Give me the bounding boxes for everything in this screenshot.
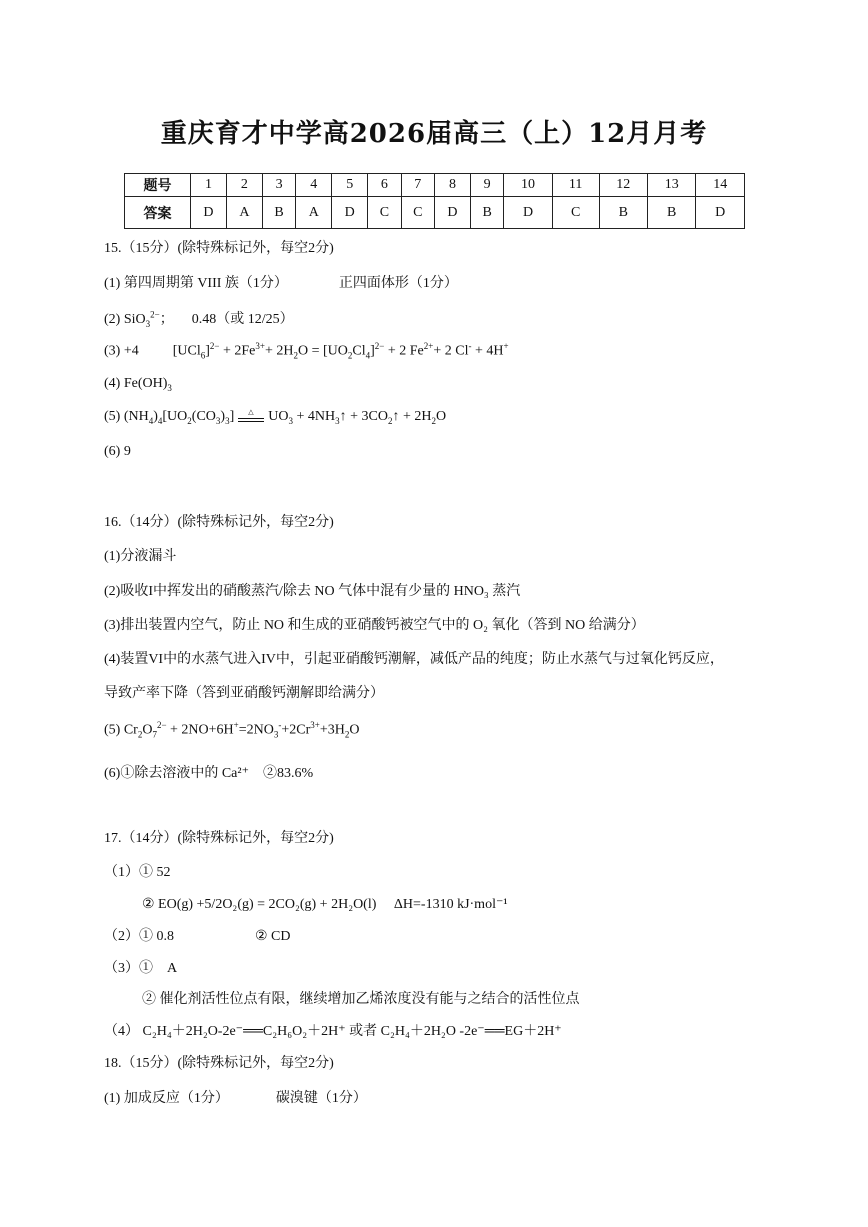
q17-part3-a: （3）① A (104, 961, 178, 976)
heat-condition-icon: △ (238, 410, 264, 424)
q15-part1-b: 正四面体形（1分） (338, 276, 458, 291)
row-label-number: 题号 (125, 174, 191, 197)
question-number-cell: 6 (368, 174, 401, 197)
q17-part1-b: ② EO(g) +5/2O₂(g) = 2CO₂(g) + 2H₂O(l) ΔH=-1310 kJ·mol⁻¹ (142, 897, 508, 912)
question-number-cell: 1 (191, 174, 227, 197)
q17-part4: （4） C₂H₄＋2H₂O-2e⁻══C₂H₆O₂＋2H⁺ 或者 C₂H₄＋2H₂O -2e⁻══EG＋2H⁺ (104, 1024, 562, 1039)
answer-cell: D (696, 197, 745, 229)
q16-part5: (5) $Cr_2O_7^{2-} + 2NO+6H^+=2NO_3^-+2Cr^{3+}+3H_2O$ (104, 720, 360, 740)
q15-part5: (5) $(NH_4)_4[UO_2(CO_3)_3]$ △ $UO_3$ + $4NH_3↑$ + $3CO_2↑ + 2H_2O$ (104, 407, 447, 426)
q16-part4-line1: (4)装置VI中的水蒸气进入IV中，引起亚硝酸钙潮解，减低产品的纯度；防止水蒸气与过氧化钙反应， (104, 652, 724, 667)
question-number-cell: 11 (552, 174, 599, 197)
q15-part4: (4) $Fe(OH)_3$ (104, 376, 172, 393)
question-number-cell: 4 (296, 174, 332, 197)
question-number-row (125, 174, 745, 197)
q15-part4-text: (4) Fe(OH) (104, 376, 168, 391)
answer-table (124, 173, 745, 229)
answer-cell: B (470, 197, 503, 229)
question-number-cell: 10 (504, 174, 552, 197)
q15-part1-a: (1) 第四周期第 VIII 族（1分） (104, 276, 288, 291)
q15-part6: (6) 9 (104, 444, 131, 459)
q15-part1 (104, 272, 458, 292)
answer-cell: B (648, 197, 696, 229)
q16-header: 16.（14分）(除特殊标记外，每空2分) (104, 515, 334, 530)
question-number-cell: 13 (648, 174, 696, 197)
q15-part3: (3) +4 $[UCl_6]^{2-} + 2Fe^{3+}+ 2H_2O = [UO_2Cl_4]^{2-} + 2$ $Fe^{2+}+ 2$ Cl- + 4H+ (104, 341, 509, 361)
q16-part4-line2: 导致产率下降（答到亚硝酸钙潮解即给满分） (104, 686, 384, 701)
question-number-cell: 2 (226, 174, 262, 197)
q17-part1-a: （1）① 52 (104, 865, 171, 880)
answer-cell: D (504, 197, 552, 229)
answer-cell: C (401, 197, 434, 229)
answer-cell: C (368, 197, 401, 229)
q18-part1-a: (1) 加成反应（1分） (104, 1091, 229, 1106)
answer-row (125, 197, 745, 229)
q15-part2: (2) SiO$_3^{2-}$； 0.48（或 12/25） (104, 309, 294, 329)
q16-part6: (6)①除去溶液中的 Ca²⁺ ②83.6% (104, 766, 314, 781)
q16-part3: (3)排出装置内空气，防止 NO 和生成的亚硝酸钙被空气中的 O₂ 氧化（答到 NO 给满分） (104, 618, 645, 633)
answer-cell: A (296, 197, 332, 229)
q17-part2-b: ② CD (255, 929, 291, 944)
question-number-cell: 5 (332, 174, 368, 197)
question-number-cell: 7 (401, 174, 434, 197)
question-number-cell: 9 (470, 174, 503, 197)
q17-header: 17.（14分）(除特殊标记外，每空2分) (104, 831, 334, 846)
q15-header: 15.（15分）(除特殊标记外，每空2分) (104, 241, 334, 256)
row-label-answer: 答案 (125, 197, 191, 229)
q16-part2: (2)吸收I中挥发出的硝酸蒸汽/除去 NO 气体中混有少量的 HNO₃ 蒸汽 (104, 584, 521, 599)
q17-part2-a: （2）① 0.8 (104, 929, 174, 944)
q15-part2-value: 0.48（或 12/25） (191, 312, 294, 327)
q17-part3-b: ② 催化剂活性位点有限，继续增加乙烯浓度没有能与之结合的活性位点 (142, 992, 580, 1007)
page-title: 重庆育才中学高2026届高三（上）12月月考 (160, 119, 708, 149)
answer-cell: D (332, 197, 368, 229)
q16-part1: (1)分液漏斗 (104, 549, 177, 564)
q17-part2 (104, 925, 291, 945)
question-number-cell: 8 (434, 174, 470, 197)
answer-cell: C (552, 197, 599, 229)
q18-part1-b: 碳溴键（1分） (275, 1091, 367, 1106)
answer-cell: A (226, 197, 262, 229)
question-number-cell: 12 (599, 174, 647, 197)
answer-cell: B (262, 197, 295, 229)
question-number-cell: 14 (696, 174, 745, 197)
answer-cell: B (599, 197, 647, 229)
q18-part1 (104, 1087, 367, 1107)
answer-cell: D (191, 197, 227, 229)
question-number-cell: 3 (262, 174, 295, 197)
answer-cell: D (434, 197, 470, 229)
q18-header: 18.（15分）(除特殊标记外，每空2分) (104, 1056, 334, 1071)
